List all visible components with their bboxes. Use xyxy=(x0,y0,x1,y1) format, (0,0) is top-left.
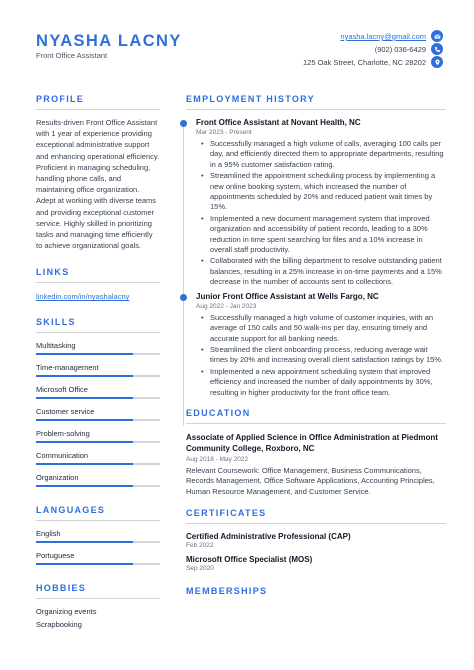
section-divider xyxy=(36,109,160,110)
job-date: Mar 2023 - Present xyxy=(196,129,252,136)
phone-icon xyxy=(431,43,443,55)
section-divider xyxy=(36,598,160,599)
links-heading: LINKS xyxy=(36,267,70,278)
candidate-role: Front Office Assistant xyxy=(36,51,108,60)
skill-item-level-fill xyxy=(36,397,133,399)
skill-item-label: Organization xyxy=(36,473,79,483)
hobby-item: Organizing events xyxy=(36,607,97,617)
employment-timeline xyxy=(186,118,446,398)
job-bullet: • Successfully managed a high volume of calls, averaging 100 calls per day, and efficiently directed them to appropriate departments, resulting in a 95% customer satisfaction rating. xyxy=(196,139,446,170)
certificate-date: Sep 2020 xyxy=(186,565,214,573)
hobbies-heading: HOBBIES xyxy=(36,583,87,594)
skill-item-level-fill xyxy=(36,463,133,465)
section-divider xyxy=(36,520,160,521)
section-divider xyxy=(186,109,446,110)
phone-number: (902) 036-6429 xyxy=(374,45,426,54)
hobbies-list xyxy=(36,607,160,629)
location-pin-icon xyxy=(431,56,443,68)
skill-item xyxy=(36,341,160,355)
job-entry xyxy=(186,118,446,288)
skill-item-level-bar xyxy=(36,419,160,421)
skill-item-level-fill xyxy=(36,375,133,377)
skill-item-level-fill xyxy=(36,353,133,355)
job-bullet: • Implemented a new appointment scheduling system that improved efficiency and increased the number of daily appointments by 30%, resulting in higher productivity for the front office team. xyxy=(196,367,446,398)
skill-item-level-bar xyxy=(36,441,160,443)
left-column xyxy=(36,94,160,629)
certificate-title: Microsoft Office Specialist (MOS) xyxy=(186,555,313,565)
language-item-level-fill xyxy=(36,563,133,565)
language-item xyxy=(36,551,160,565)
skill-item-level-fill xyxy=(36,419,133,421)
hobby-item: Scrapbooking xyxy=(36,620,82,630)
job-bullets xyxy=(196,139,446,288)
skill-item xyxy=(36,385,160,399)
skill-item-label: Time-management xyxy=(36,363,99,373)
section-divider xyxy=(36,332,160,333)
education-date: Aug 2018 - May 2022 xyxy=(186,455,249,463)
skill-item-level-bar xyxy=(36,463,160,465)
job-bullet: • Successfully managed a high volume of customer inquiries, with an average of 150 calls and 50 walk-ins per day, ensuring timely and accurate support for all banking needs. xyxy=(196,313,446,344)
timeline-dot xyxy=(180,294,187,301)
address: 125 Oak Street, Charlotte, NC 28202 xyxy=(303,58,426,67)
skill-item-label: Microsoft Office xyxy=(36,385,88,395)
envelope-icon xyxy=(431,30,443,42)
job-bullet: • Streamlined the appointment scheduling process by implementing a new online booking system, which increased the number of appointments scheduled by 20% and reduced patient wait times by 15%. xyxy=(196,171,446,213)
right-column xyxy=(186,94,446,596)
education-coursework: Relevant Coursework: Office Management, Business Communications, Records Management, Office Software Applications, Accounting Principles, Human Resource Management, and Customer Service. xyxy=(186,465,435,496)
skill-item xyxy=(36,363,160,377)
profile-text: Results-driven Front Office Assistant with 1 year of experience providing exceptional administrative support and enhancing operational efficiency. Proficient in managing scheduling, handling phone calls, and maintaining office organization. Adept at working with diverse teams and providing exceptional customer service. Highly skilled in prioritizing tasks and managing time efficiently to achieve organizational goals. xyxy=(36,118,160,251)
timeline-dot xyxy=(180,120,187,127)
linkedin-link[interactable]: linkedin.com/in/nyashalacny xyxy=(36,292,130,302)
contact-icons xyxy=(431,30,445,69)
job-entry xyxy=(186,292,446,398)
skill-item xyxy=(36,451,160,465)
language-item-level-fill xyxy=(36,541,133,543)
skill-item xyxy=(36,407,160,421)
section-divider xyxy=(186,423,446,424)
job-date: Aug 2022 - Jan 2023 xyxy=(196,302,257,310)
skills-list xyxy=(36,341,160,487)
language-item-level-bar xyxy=(36,563,160,565)
education-degree: Associate of Applied Science in Office Administration at Piedmont Community College, Roxboro, NC xyxy=(186,432,438,454)
skills-heading: SKILLS xyxy=(36,317,76,328)
skill-item-label: Multitasking xyxy=(36,341,76,351)
skill-item-label: Problem-solving xyxy=(36,429,90,439)
skill-item-label: Customer service xyxy=(36,407,95,417)
certificate-title: Certified Administrative Professional (CAP) xyxy=(186,532,351,542)
skill-item-level-fill xyxy=(36,441,133,443)
certificate-date: Feb 2022 xyxy=(186,542,214,550)
job-title: Front Office Assistant at Novant Health, NC xyxy=(196,118,361,127)
language-item xyxy=(36,529,160,543)
contact-block xyxy=(303,30,426,69)
profile-heading: PROFILE xyxy=(36,94,85,104)
skill-item xyxy=(36,473,160,487)
language-item-label: English xyxy=(36,529,61,539)
skill-item-level-bar xyxy=(36,485,160,487)
memberships-heading: MEMBERSHIPS xyxy=(186,586,268,597)
languages-heading: LANGUAGES xyxy=(36,505,106,516)
job-bullet: • Streamlined the client onboarding process, reducing average wait times by 20% and increasing overall client satisfaction ratings by 15%. xyxy=(196,345,446,366)
language-item-label: Portuguese xyxy=(36,551,75,561)
section-divider xyxy=(186,523,446,524)
education-heading: EDUCATION xyxy=(186,407,251,418)
skill-item-level-fill xyxy=(36,485,133,487)
candidate-name: NYASHA LACNY xyxy=(36,32,182,50)
skill-item-level-bar xyxy=(36,375,160,377)
skill-item-level-bar xyxy=(36,397,160,399)
language-item-level-bar xyxy=(36,541,160,543)
job-bullet: • Implemented a new document management system that improved organization and accessibility of patient records, leading to a 30% reduction in time spent searching for files and a 10% increase in overall staff productivity. xyxy=(196,214,446,256)
job-bullets xyxy=(196,313,446,398)
skill-item xyxy=(36,429,160,443)
skill-item-label: Communication xyxy=(36,451,89,461)
section-divider xyxy=(36,282,160,283)
employment-heading: EMPLOYMENT HISTORY xyxy=(186,94,315,104)
certificates-heading: CERTIFICATES xyxy=(186,508,267,519)
email-link[interactable]: nyasha.lacny@gmail.com xyxy=(340,32,426,41)
skill-item-level-bar xyxy=(36,353,160,355)
timeline-line xyxy=(183,122,184,426)
job-title: Junior Front Office Assistant at Wells Fargo, NC xyxy=(196,291,379,301)
languages-list xyxy=(36,529,160,565)
job-bullet: • Collaborated with the billing department to resolve outstanding patient balances, resulting in a 25% increase in on-time payments and a 15% decrease in the number of accounts sent to collections. xyxy=(196,256,446,287)
